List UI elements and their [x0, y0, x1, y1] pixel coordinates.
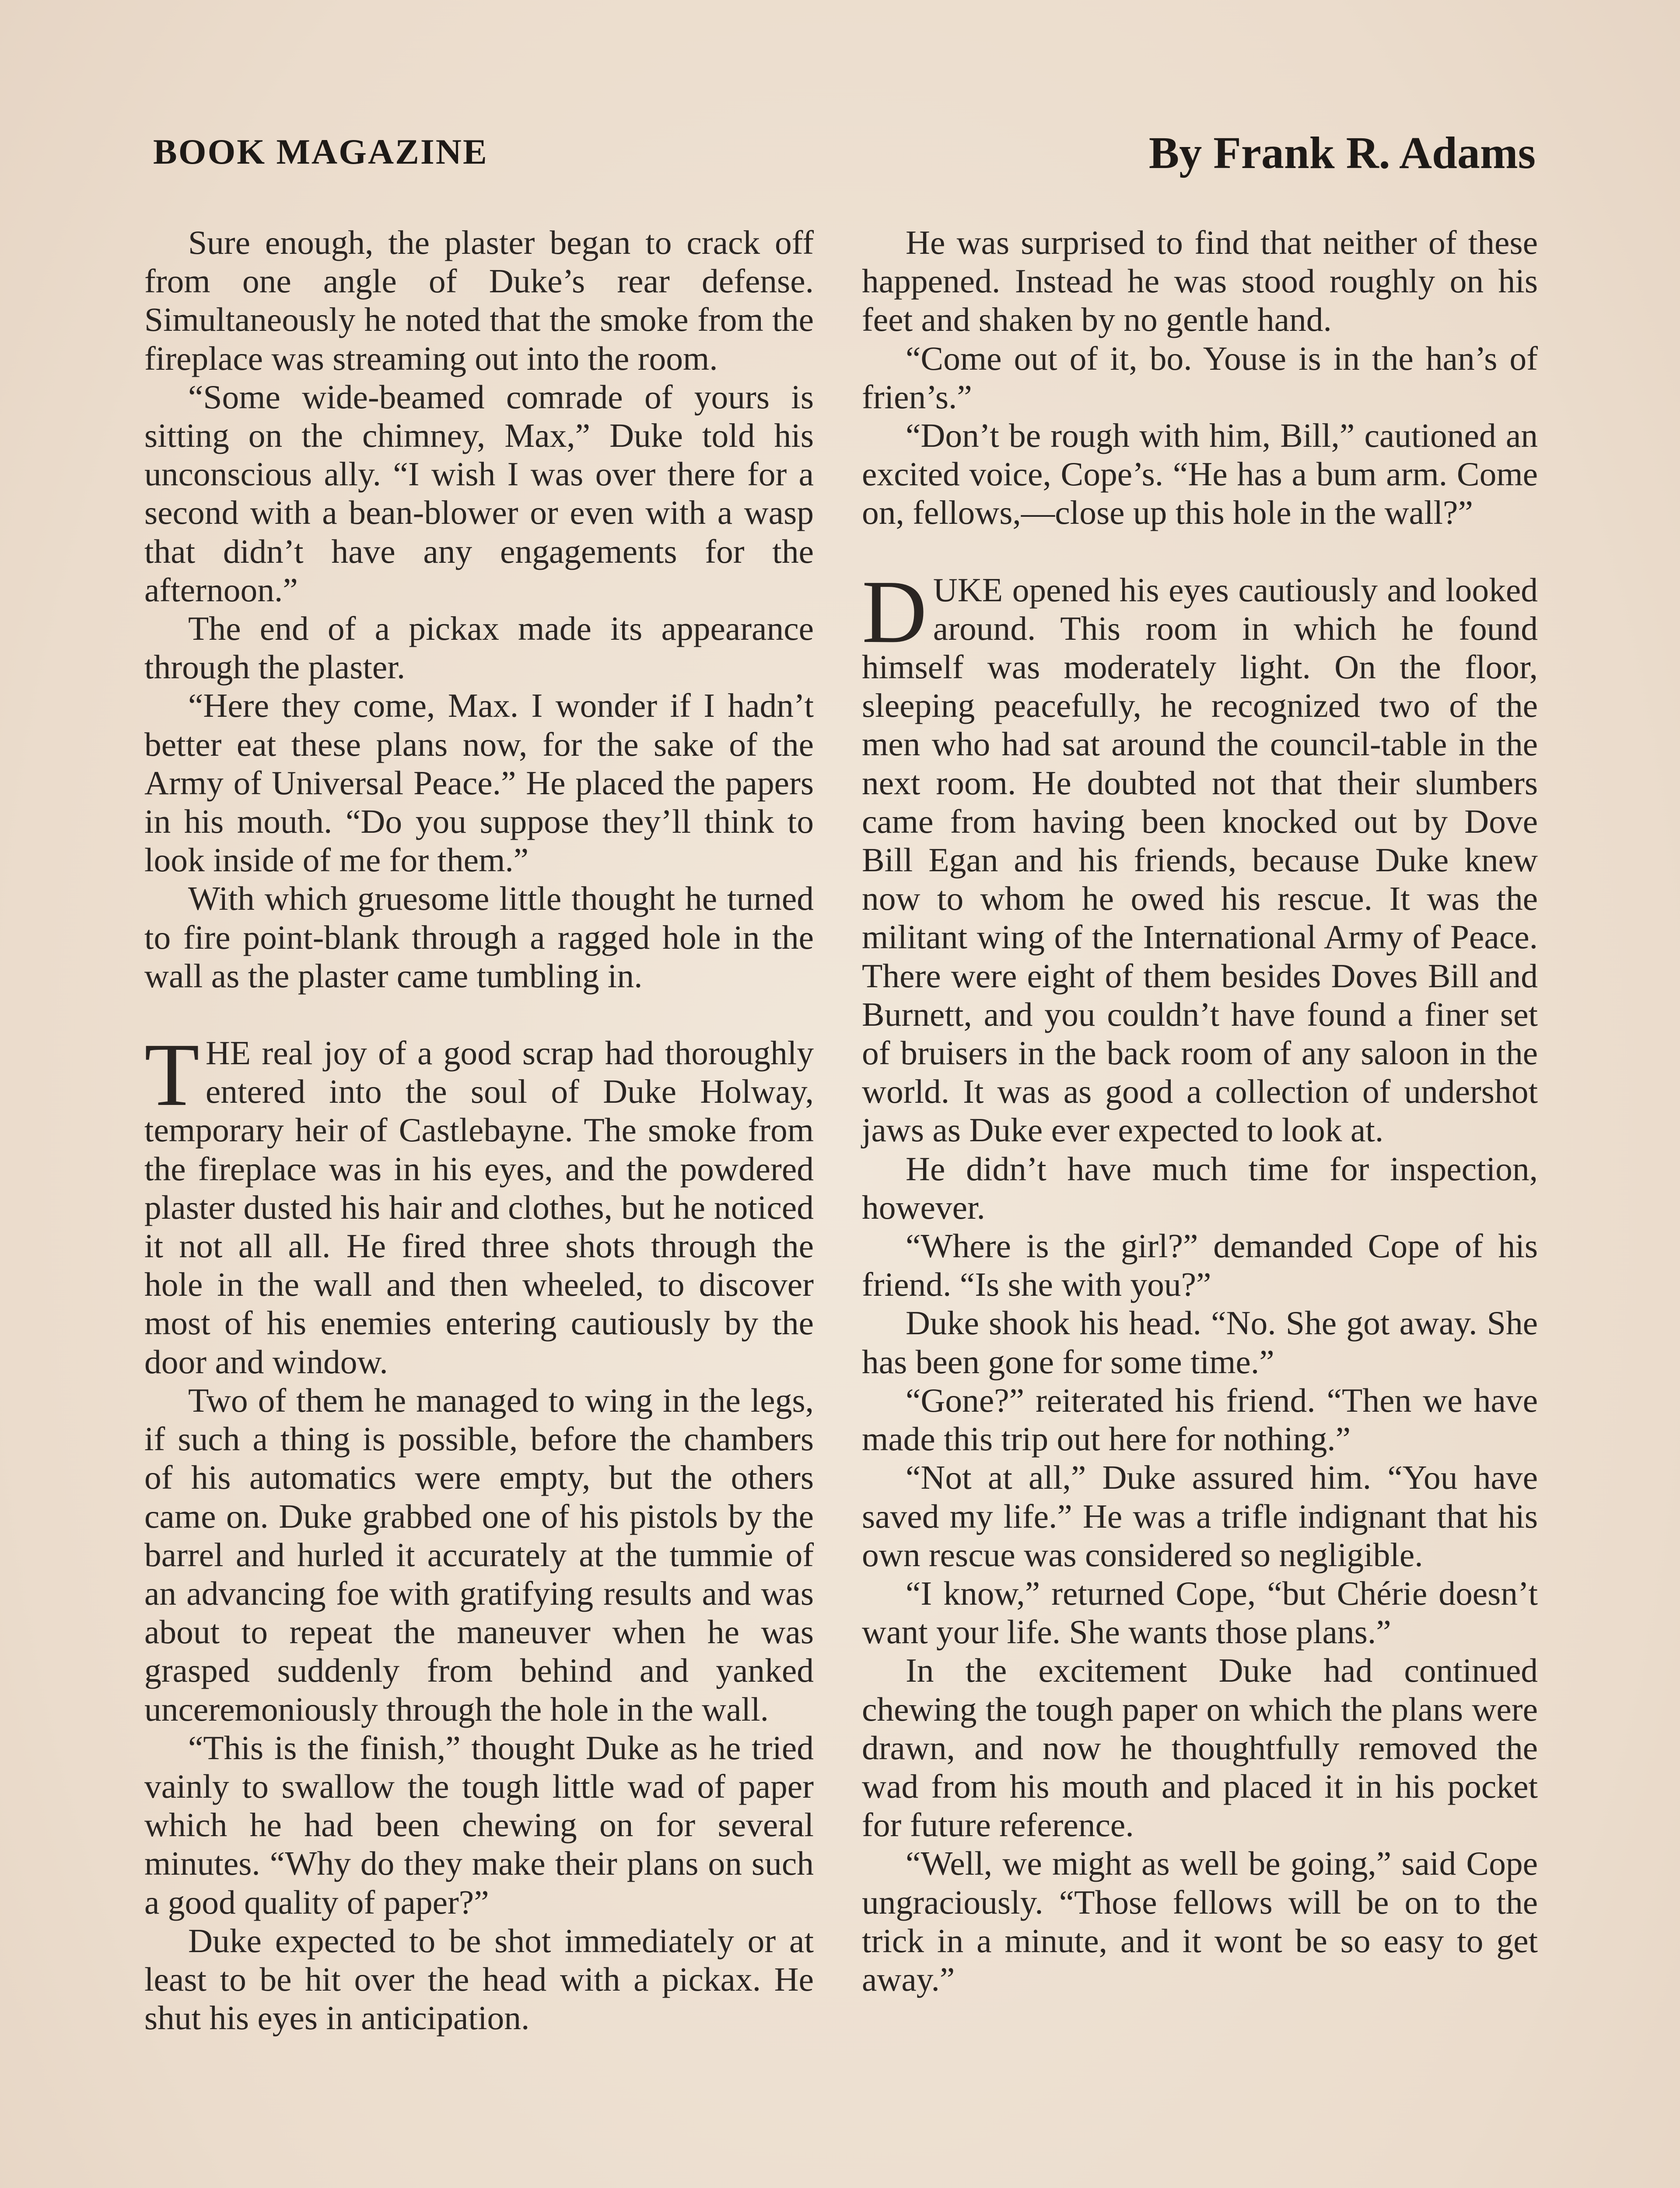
- drop-cap: D: [862, 561, 927, 662]
- right-column: [862, 223, 1538, 1999]
- paragraph: “Where is the girl?” demanded Cope of his friend. “Is she with you?”: [862, 1227, 1538, 1304]
- paragraph: “Some wide-beamed comrade of yours is sitting on the chimney, Max,” Duke told his unconscious ally. “I wish I was over there for a second with a bean-blower or even with a wasp that didn’t have any engagements for the afternoon.”: [144, 378, 814, 609]
- paragraph: Duke shook his head. “No. She got away. She has been gone for some time.”: [862, 1304, 1538, 1381]
- paragraph: “Don’t be rough with him, Bill,” cautioned an excited voice, Cope’s. “He has a bum arm. Come on, fellows,—close up this hole in the wall?”: [862, 417, 1538, 532]
- paragraph: The end of a pickax made its appearance through the plaster.: [144, 610, 814, 686]
- paragraph: Two of them he managed to wing in the legs, if such a thing is possible, before the chambers of his automatics were empty, but the others came on. Duke grabbed one of his pistols by the barrel and hurled it accurately at the tummie of an advancing foe with gratifying results and was about to repeat the maneuver when he was grasped suddenly from behind and yanked unceremoniously through the hole in the wall.: [144, 1381, 814, 1728]
- paragraph: Duke expected to be shot immediately or at least to be hit over the head with a pickax. He shut his eyes in anticipation.: [144, 1922, 814, 2037]
- paragraph: In the excitement Duke had continued chewing the tough paper on which the plans were drawn, and now he thoughtfully removed the wad from his mouth and placed it in his pocket for future reference.: [862, 1652, 1538, 1844]
- paragraph: Sure enough, the plaster began to crack off from one angle of Duke’s rear defense. Simultaneously he noted that the smoke from the fireplace was streaming out into the room.: [144, 224, 814, 377]
- paragraph: He was surprised to find that neither of these happened. Instead he was stood roughly on his feet and shaken by no gentle hand.: [862, 224, 1538, 339]
- paragraph: He didn’t have much time for inspection, however.: [862, 1150, 1538, 1226]
- paragraph: “Well, we might as well be going,” said Cope ungraciously. “Those fellows will be on to the trick in a minute, and it wont be so easy to get away.”: [862, 1844, 1538, 1998]
- paragraph: “I know,” returned Cope, “but Chérie doesn’t want your life. She wants those plans.”: [862, 1574, 1538, 1651]
- running-header: [153, 127, 1536, 188]
- paragraph: “This is the finish,” thought Duke as he tried vainly to swallow the tough little wad of paper which he had been chewing on for several minutes. “Why do they make their plans on such a good quality of paper?”: [144, 1729, 814, 1921]
- drop-cap: T: [144, 1024, 200, 1125]
- paragraph-text: UKE opened his eyes cautiously and looked around. This room in which he found himself was moderately light. On the floor, sleeping peacefully, he recognized two of the men who had sat around the council-table in the next room. He doubted not that their slumbers came from having been knocked out by Dove Bill Egan and his friends, because Duke knew now to whom he owed his rescue. It was the militant wing of the International Army of Peace. There were eight of them besides Doves Bill and Burnett, and you couldn’t have found a finer set of bruisers in the back room of any saloon in the world. It was as good a collection of undershot jaws as Duke ever expected to look at.: [862, 571, 1538, 1149]
- paragraph-text: HE real joy of a good scrap had thoroughly entered into the soul of Duke Holway, temporary heir of Castlebayne. The smoke from the fireplace was in his eyes, and the powdered plaster dusted his hair and clothes, but he noticed it not all all. He fired three shots through the hole in the wall and then wheeled, to discover most of his enemies entering cautiously by the door and window.: [144, 1034, 814, 1381]
- section-opening-paragraph: [862, 561, 1538, 1150]
- paragraph: With which gruesome little thought he turned to fire point-blank through a ragged hole in the wall as the plaster came tumbling in.: [144, 880, 814, 995]
- paragraph: “Not at all,” Duke assured him. “You have saved my life.” He was a trifle indignant that his own rescue was considered so negligible.: [862, 1459, 1538, 1574]
- author-byline: By Frank R. Adams: [1148, 128, 1536, 178]
- paragraph: “Gone?” reiterated his friend. “Then we have made this trip out here for nothing.”: [862, 1381, 1538, 1458]
- magazine-title: BOOK MAGAZINE: [153, 132, 488, 172]
- left-column: [144, 223, 814, 2037]
- paragraph: “Come out of it, bo. Youse is in the han’s of frien’s.”: [862, 339, 1538, 416]
- section-opening-paragraph: [144, 1024, 814, 1381]
- paragraph: “Here they come, Max. I wonder if I hadn’t better eat these plans now, for the sake of the Army of Universal Peace.” He placed the papers in his mouth. “Do you suppose they’ll think to look inside of me for them.”: [144, 687, 814, 879]
